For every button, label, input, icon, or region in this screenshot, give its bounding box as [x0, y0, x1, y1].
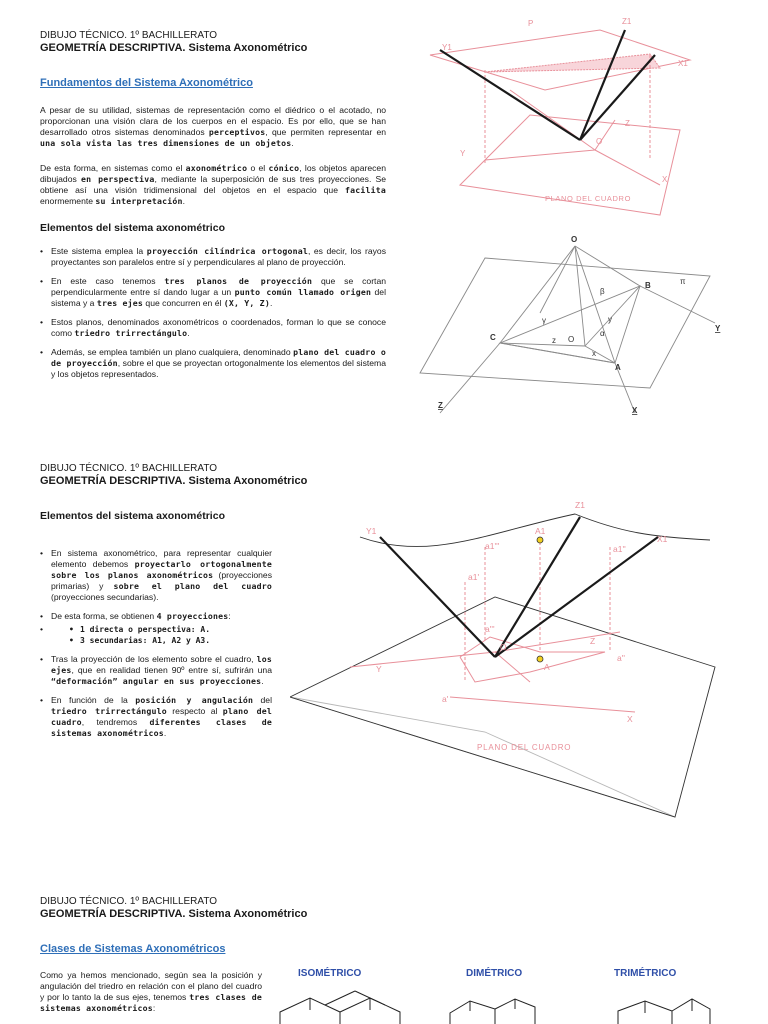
link-clases[interactable]: Clases de Sistemas Axonométricos [40, 943, 226, 955]
bullet-list-2 [40, 548, 272, 747]
label-Z: Z [625, 119, 630, 128]
label-P: P [528, 19, 534, 28]
figure-plano-cuadro-1 [420, 10, 700, 225]
heading-elementos-2: Elementos del sistema axonométrico [40, 510, 225, 522]
subject-title-2: GEOMETRÍA DESCRIPTIVA. Sistema Axonométrico [40, 475, 308, 487]
label-a1-double: a1'' [613, 544, 626, 554]
label-X-axis: X [632, 406, 638, 415]
bullet-item: • Este sistema emplea la proyección cilíndrica ortogonal, es decir, los rayos proyectantes son paralelos entre sí y perpendiculares al plano de proyección. [40, 246, 386, 268]
label-A1: A1 [535, 526, 546, 536]
sub-item: • 3 secundarias: A1, A2 y A3. [69, 635, 272, 646]
label-pi: π [680, 277, 686, 286]
label-X: X [627, 714, 633, 724]
paragraph-intro: A pesar de su utilidad, sistemas de representación como el diédrico o el acotado, no proporcionan una visión clara de los cuerpos en el espacio. Es por ello, que se han desarrollado otros sistemas denominados perceptivos, que permiten representar en una sola vista las tres dimensiones de un objetos. [40, 105, 386, 148]
label-z: z [552, 336, 556, 345]
label-O: O [596, 137, 603, 146]
label-Z1: Z1 [575, 500, 585, 510]
label-O-top: O [571, 235, 578, 244]
subject-title-3: GEOMETRÍA DESCRIPTIVA. Sistema Axonométrico [40, 908, 308, 920]
course-title-3: DIBUJO TÉCNICO. 1º BACHILLERATO [40, 896, 218, 907]
label-A: A [615, 363, 621, 372]
label-X1: X1 [678, 59, 688, 68]
type-trimetrico: TRIMÉTRICO [614, 968, 677, 979]
label-a1-triple: a1''' [485, 541, 500, 551]
course-title-1: DIBUJO TÉCNICO. 1º BACHILLERATO [40, 30, 218, 41]
label-x: x [592, 349, 596, 358]
figure-isometrico [270, 990, 410, 1024]
label-Y-axis: Y [715, 324, 721, 333]
label-plano-cuadro-2: PLANO DEL CUADRO [477, 743, 572, 752]
figure-dimetrico [440, 995, 540, 1024]
bullet-item: • Tras la proyección de los elemento sobre el cuadro, los ejes, que en realidad tienen 90º entre sí, sufrirán una “deformación” angular en sus proyecciones. [40, 654, 272, 687]
type-isometrico: ISOMÉTRICO [298, 968, 362, 979]
label-a-triple: a''' [485, 624, 495, 634]
label-y: y [608, 315, 612, 324]
figure-plano-cuadro-2 [290, 492, 750, 832]
bullet-item: • En función de la posición y angulación del triedro trirrectángulo respecto al plano del cuadro, tendremos diferentes clases de sistemas axonométricos. [40, 695, 272, 739]
label-Z: Z [590, 636, 596, 646]
subject-title-1: GEOMETRÍA DESCRIPTIVA. Sistema Axonométrico [40, 42, 308, 54]
figure-trimetrico [610, 995, 720, 1024]
label-Y1: Y1 [366, 526, 377, 536]
link-fundamentos[interactable]: Fundamentos del Sistema Axonométrico [40, 77, 253, 89]
label-X: X [662, 175, 668, 184]
label-a-double: a'' [617, 653, 625, 663]
bullet-item: • En sistema axonométrico, para representar cualquier elemento debemos proyectarlo ortogonalmente sobre los planos axonométricos (proyecciones primarias) y sobre el plano del cuadro (proyecciones secundarias). [40, 548, 272, 603]
bullet-item [40, 624, 272, 646]
label-B: B [645, 281, 651, 290]
label-Z1: Z1 [622, 17, 632, 26]
type-dimetrico: DIMÉTRICO [466, 968, 523, 979]
label-a1-single: a1' [468, 572, 480, 582]
label-a-single: a' [442, 694, 449, 704]
label-Y1: Y1 [442, 43, 452, 52]
figure-triedro-1 [410, 228, 740, 423]
sub-list [51, 624, 272, 646]
course-title-2: DIBUJO TÉCNICO. 1º BACHILLERATO [40, 463, 218, 474]
label-Y: Y [460, 149, 466, 158]
label-X1: X1 [657, 534, 668, 544]
label-gamma: γ [542, 316, 546, 325]
label-alpha: α [600, 329, 605, 338]
paragraph-clases: Como ya hemos mencionado, según sea la posición y angulación del triedro en relación con el plano del cuadro y por lo tanto la de sus ejes, tenemos tres clases de sistemas axonométricos: [40, 970, 262, 1013]
label-Z-axis: Z [438, 401, 443, 410]
sub-item: • • 1 directa o perspectiva: A. [69, 624, 272, 635]
bullet-item: • En este caso tenemos tres planos de proyección que se cortan perpendicularmente entre sí dando lugar a un punto común llamado origen del sistema y a tres ejes que concurren en él (X, Y, Z). [40, 276, 386, 309]
bullet-item: • De esta forma, se obtienen 4 proyecciones: [40, 611, 272, 622]
paragraph-perceptivos: De esta forma, en sistemas como el axonométrico o el cónico, los objetos aparecen dibujados en perspectiva, mediante la superposición de sus tres proyecciones. Se obtiene así una visión tridimensional del objetos en el espacio que facilita enormemente su interpretación. [40, 163, 386, 206]
label-Y: Y [376, 664, 382, 674]
label-O: O [500, 642, 507, 652]
bullet-item: • Estos planos, denominados axonométricos o coordenados, forman lo que se conoce como triedro trirrectángulo. [40, 317, 386, 339]
heading-elementos-1: Elementos del sistema axonométrico [40, 222, 225, 234]
label-o: O [568, 335, 575, 344]
label-C: C [490, 333, 496, 342]
label-plano-cuadro: PLANO DEL CUADRO [545, 194, 632, 203]
label-A: A [544, 662, 550, 672]
bullet-list-1 [40, 246, 386, 388]
bullet-item: • Además, se emplea también un plano cualquiera, denominado plano del cuadro o de proyección, sobre el que se proyectan ortogonalmente los elementos del sistema y los objetos representados. [40, 347, 386, 380]
label-beta: β [600, 287, 605, 296]
